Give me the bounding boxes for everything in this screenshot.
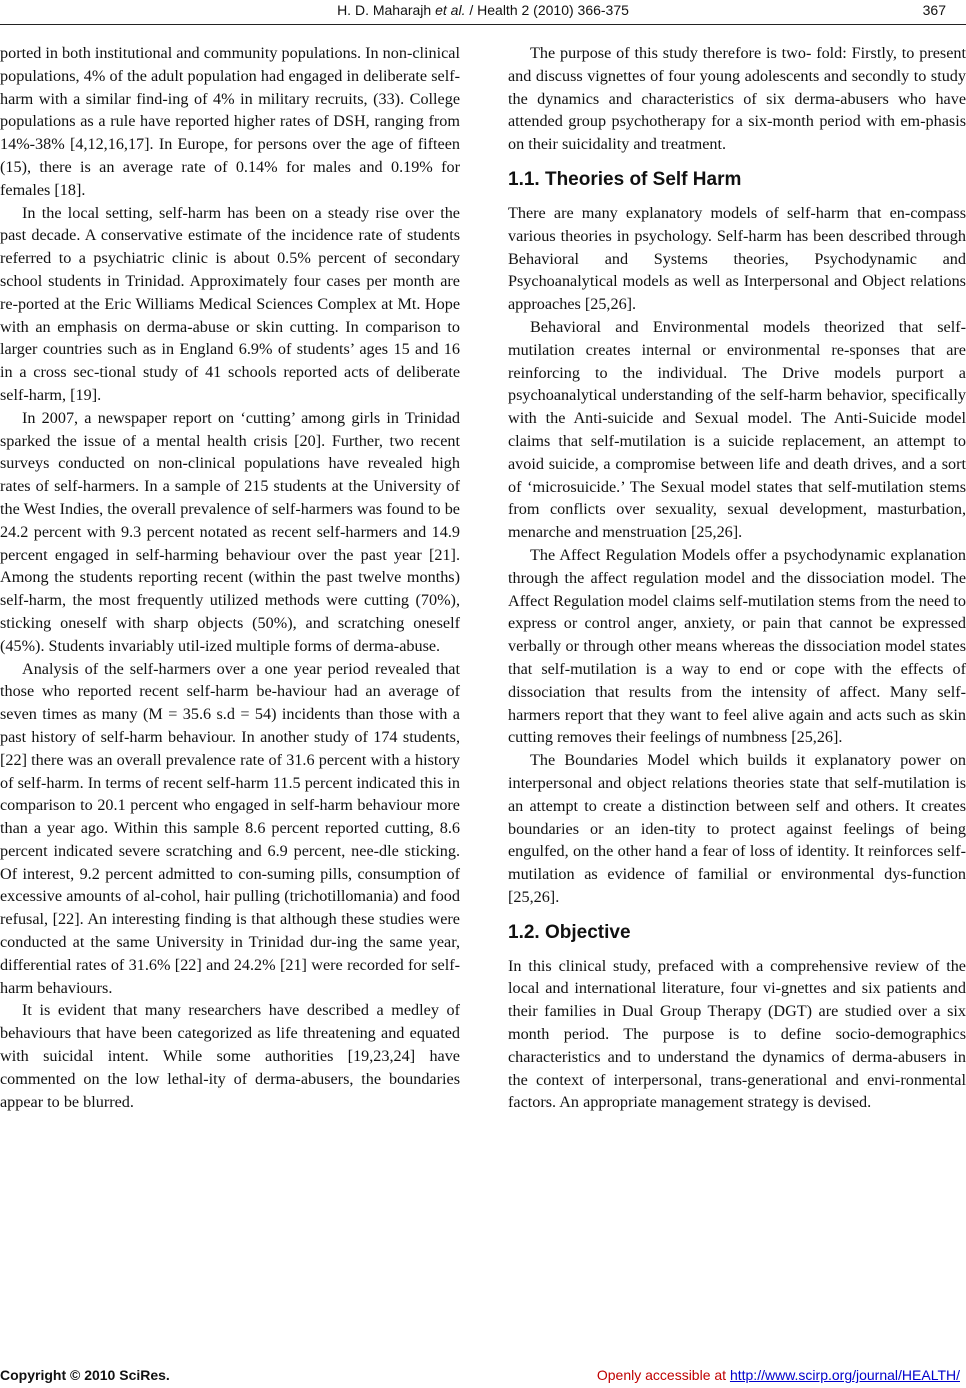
paragraph: The purpose of this study therefore is two- fold: Firstly, to present and discuss vignettes of four young adolescents and secondly to study the dynamics and characteristics of six derma-abusers who have attended group psychotherapy for a six-month period with em-phasis on their suicidality and treatment. — [508, 44, 966, 154]
page-number: 367 — [922, 2, 946, 18]
header-authors: H. D. Maharajh — [337, 2, 432, 18]
paragraph: In the local setting, self-harm has been on a steady rise over the past decade. A conservative estimate of the incidence rate of students referred to a psychiatric clinic is about 0.5% percent of secondary school students in Trinidad. Approximately four cases per month are re-ported at the Eric Williams Medical Sciences Complex at Mt. Hope with an emphasis on derma-abuse or skin cutting. In comparison to larger countries such as in England 6.9% of students’ ages 15 and 16 in a cross sec-tional study of 41 schools reported acts of deliberate self-harm, [19]. — [0, 203, 460, 404]
open-access-label: Openly accessible at — [596, 1367, 727, 1383]
open-access-note — [597, 1367, 960, 1383]
section-heading-objective: 1.2. Objective — [508, 921, 631, 943]
header-et-al: et al. — [435, 2, 466, 18]
page-footer — [0, 1366, 966, 1388]
right-column — [508, 42, 966, 1114]
header-journal: / Health 2 (2010) 366-375 — [469, 2, 629, 18]
copyright-notice: Copyright © 2010 SciRes. — [0, 1367, 170, 1383]
paragraph: Analysis of the self-harmers over a one year period revealed that those who reported recent self-harm be-haviour had an average of seven times as many (M = 35.6 s.d = 54) incidents than those with a past history of self-harm behaviour. In another study of 174 students, [22] there was an overall prevalence rate of 31.6 percent with a history of self-harm. In terms of recent self-harm 11.5 percent indicated this in comparison to 20.1 percent who engaged in self-harm behaviour more than a year ago. Within this sample 8.6 percent reported cutting, 8.6 percent indicated severe scratching and 6.9 percent, nee-dle sticking. Of interest, 9.2 percent admitted to con-suming pills, consumption of excessive amounts of al-cohol, hair pulling (trichotillomania) and food refusal, [22]. An interesting finding is that although these studies were conducted at the same University in Trinidad dur-ing the same year, differential rates of 31.6% [22] and 24.2% [21] were recorded for self-harm behaviours. — [0, 659, 460, 997]
header-citation — [0, 2, 966, 18]
paragraph: There are many explanatory models of self-harm that en-compass various theories in psychology. Self-harm has been described through Behavioral and Systems theories, Psychodynamic and Psychoanalytical models as well as Interpersonal and Object relations approaches [25,26]. — [508, 203, 966, 314]
paragraph: ported in both institutional and community populations. In non-clinical populations, 4% of the adult population had engaged in deliberate self-harm with a similar find-ing of 4% in military recruits, (33). College populations as a rule have reported higher rates of DSH, ranging from 14%-38% [4,12,16,17]. In Europe, for persons over the age of fifteen (15), there is an average rate of 0.14% for males and 0.19% for females [18]. — [0, 44, 460, 199]
paragraph: In 2007, a newspaper report on ‘cutting’ among girls in Trinidad sparked the issue of a mental health crisis [20]. Further, two recent surveys conducted on non-clinical populations have revealed high rates of self-harmers. In a sample of 215 students at the University of the West Indies, the overall prevalence of self-harmers was found to be 24.2 percent with 9.3 percent notated as recent self-harmers and 14.9 percent engaged in self-harming behaviour over the past year [21]. Among the students reporting recent (within the past twelve months) self-harm, the most frequently utilized methods were cutting (70%), sticking oneself with sharp objects (50%), and scratching oneself (45%). Students invariably util-ized multiple forms of derma-abuse. — [0, 408, 460, 655]
journal-url-link[interactable]: http://www.scirp.org/journal/HEALTH/ — [729, 1367, 960, 1383]
running-header — [0, 0, 966, 26]
paragraph: It is evident that many researchers have described a medley of behaviours that have been categorized as life threatening and equated with suicidal intent. While some authorities [19,23,24] have commented on the low lethal-ity of derma-abusers, the boundaries appear to be blurred. — [0, 1001, 460, 1111]
paragraph: Behavioral and Environmental models theorized that self-mutilation creates internal or environmental re-sponses that are reinforcing to the individual. The Drive models purport a psychoanalytical understanding of the self-harm behavior, specifically with the Anti-suicide and Sexual model. The Anti-Suicide model claims that self-mutilation is a suicide replacement, an attempt to avoid suicide, a compromise between life and death drives, and a sort of ‘microsuicide.’ The Sexual model states that self-mutilation stems from conflicts over sexuality, sexual development, masturbation, menarche and menstruation [25,26]. — [508, 317, 966, 542]
section-heading-theories: 1.1. Theories of Self Harm — [508, 168, 742, 190]
left-column — [0, 42, 460, 1113]
paragraph: The Affect Regulation Models offer a psychodynamic explanation through the affect regulation model and the dissociation model. The Affect Regulation model claims self-mutilation stems from the need to express or control anger, anxiety, or pain that cannot be expressed verbally or through other means whereas the dissociation model states that self-mutilation is a way to end or cope with the effects of dissociation that results from the intensity of affect. Many self-harmers report that they want to feel alive again and acts such as skin cutting removes their feelings of numbness [25,26]. — [508, 545, 966, 747]
paragraph: In this clinical study, prefaced with a comprehensive review of the local and international literature, four vi-gnettes and six patients and their families in Dual Group Therapy (DGT) are studied over a six month period. The purpose is to define socio-demographics characteristics and to understand the dynamics of derma-abusers in the context of interpersonal, trans-generational and envi-ronmental factors. An appropriate management strategy is devised. — [508, 956, 966, 1112]
header-rule — [0, 24, 966, 25]
paragraph: The Boundaries Model which builds it explanatory power on interpersonal and object relations theories state that self-mutilation is an attempt to create a distinction between self and others. It creates boundaries or an iden-tity to protect against feelings of being engulfed, on the other hand a fear of loss of identity. It reinforces self-mutilation as evidence of familial or environmental dys-function [25,26]. — [508, 751, 966, 906]
